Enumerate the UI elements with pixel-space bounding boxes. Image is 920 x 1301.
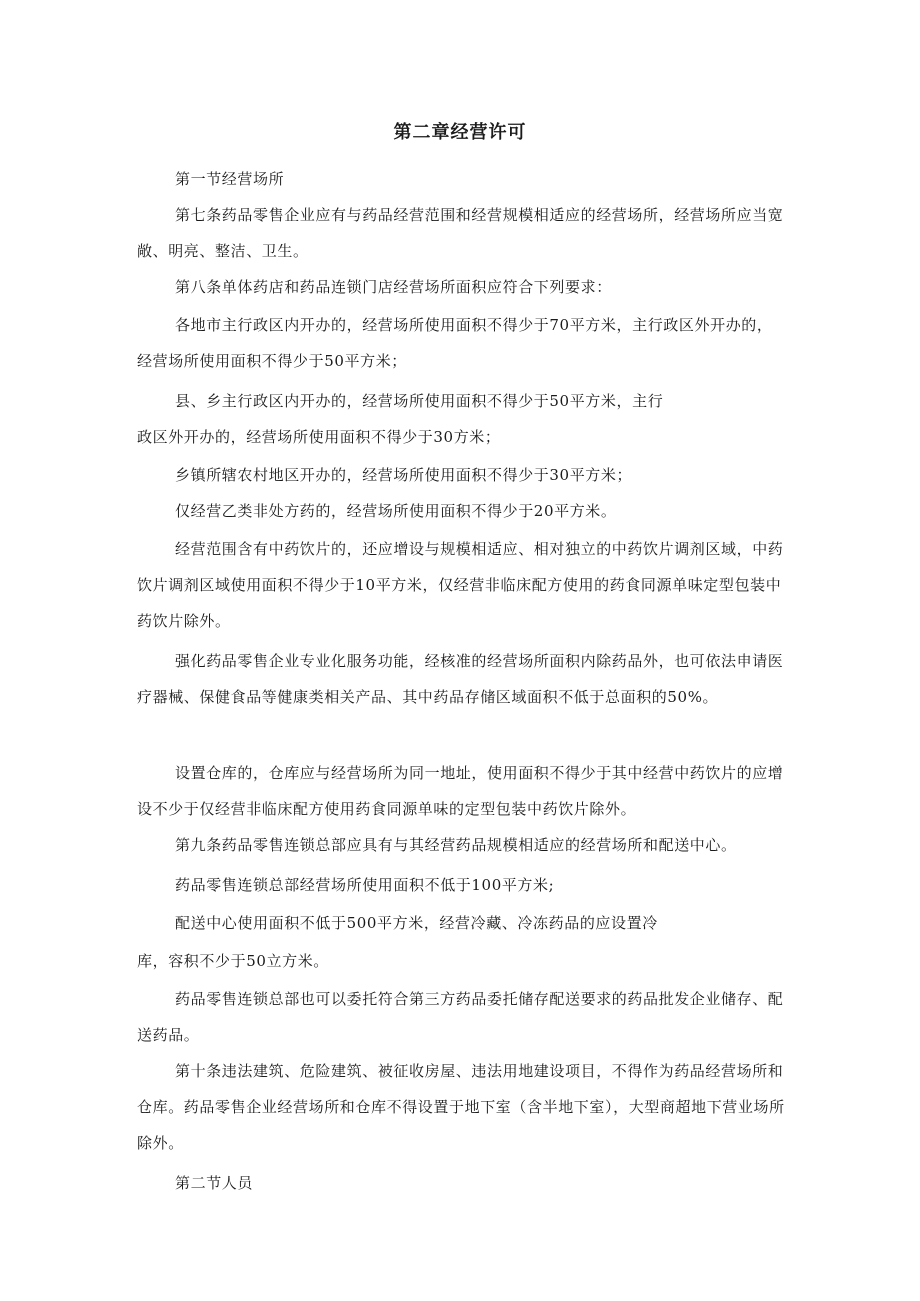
article-paragraph: 药品零售连锁总部也可以委托符合第三方药品委托储存配送要求的药品批发企业储存、配送药品。: [137, 990, 784, 1044]
article-paragraph: 第九条药品零售连锁总部应具有与其经营药品规模相适应的经营场所和配送中心。: [175, 836, 737, 854]
article-paragraph: 仅经营乙类非处方药的，经营场所使用面积不得少于20平方米。: [175, 502, 617, 520]
article-paragraph: 药品零售连锁总部经营场所使用面积不低于100平方米;: [175, 876, 555, 894]
article-paragraph: 强化药品零售企业专业化服务功能，经核准的经营场所面积内除药品外，也可依法申请医疗器械、保健食品等健康类相关产品、其中药品存储区域面积不低于总面积的50%。: [137, 652, 784, 706]
article-paragraph: 库，容积不少于50立方米。: [137, 952, 329, 970]
article-paragraph: 乡镇所辖农村地区开办的，经营场所使用面积不得少于30平方米；: [175, 466, 633, 484]
article-paragraph: 县、乡主行政区内开办的，经营场所使用面积不得少于50平方米，主行: [175, 392, 664, 410]
section-heading: 第一节经营场所: [175, 170, 285, 188]
article-paragraph: 第七条药品零售企业应有与药品经营范围和经营规模相适应的经营场所，经营场所应当宽敞、明亮、整洁、卫生。: [137, 206, 784, 260]
article-paragraph: 各地市主行政区内开办的，经营场所使用面积不得少于70平方米，主行政区外开办的，经营场所使用面积不得少于50平方米；: [137, 316, 773, 370]
chapter-title: 第二章经营许可: [393, 122, 527, 143]
article-paragraph: 设置仓库的，仓库应与经营场所为同一地址，使用面积不得少于其中经营中药饮片的应增设不少于仅经营非临床配方使用药食同源单味的定型包装中药饮片除外。: [137, 764, 784, 818]
article-paragraph: 第八条单体药店和药品连锁门店经营场所面积应符合下列要求：: [175, 278, 612, 296]
article-paragraph: 第十条违法建筑、危险建筑、被征收房屋、违法用地建设项目，不得作为药品经营场所和仓库。药品零售企业经营场所和仓库不得设置于地下室（含半地下室），大型商超地下营业场所除外。: [137, 1062, 785, 1152]
section-heading: 第二节人员: [175, 1174, 254, 1192]
article-paragraph: 经营范围含有中药饮片的，还应增设与规模相适应、相对独立的中药饮片调剂区域，中药饮片调剂区域使用面积不得少于10平方米，仅经营非临床配方使用的药食同源单味定型包装中药饮片除外。: [137, 540, 784, 630]
article-paragraph: 政区外开办的，经营场所使用面积不得少于30方米；: [137, 428, 501, 446]
article-paragraph: 配送中心使用面积不低于500平方米，经营冷藏、冷冻药品的应设置冷: [175, 914, 658, 932]
